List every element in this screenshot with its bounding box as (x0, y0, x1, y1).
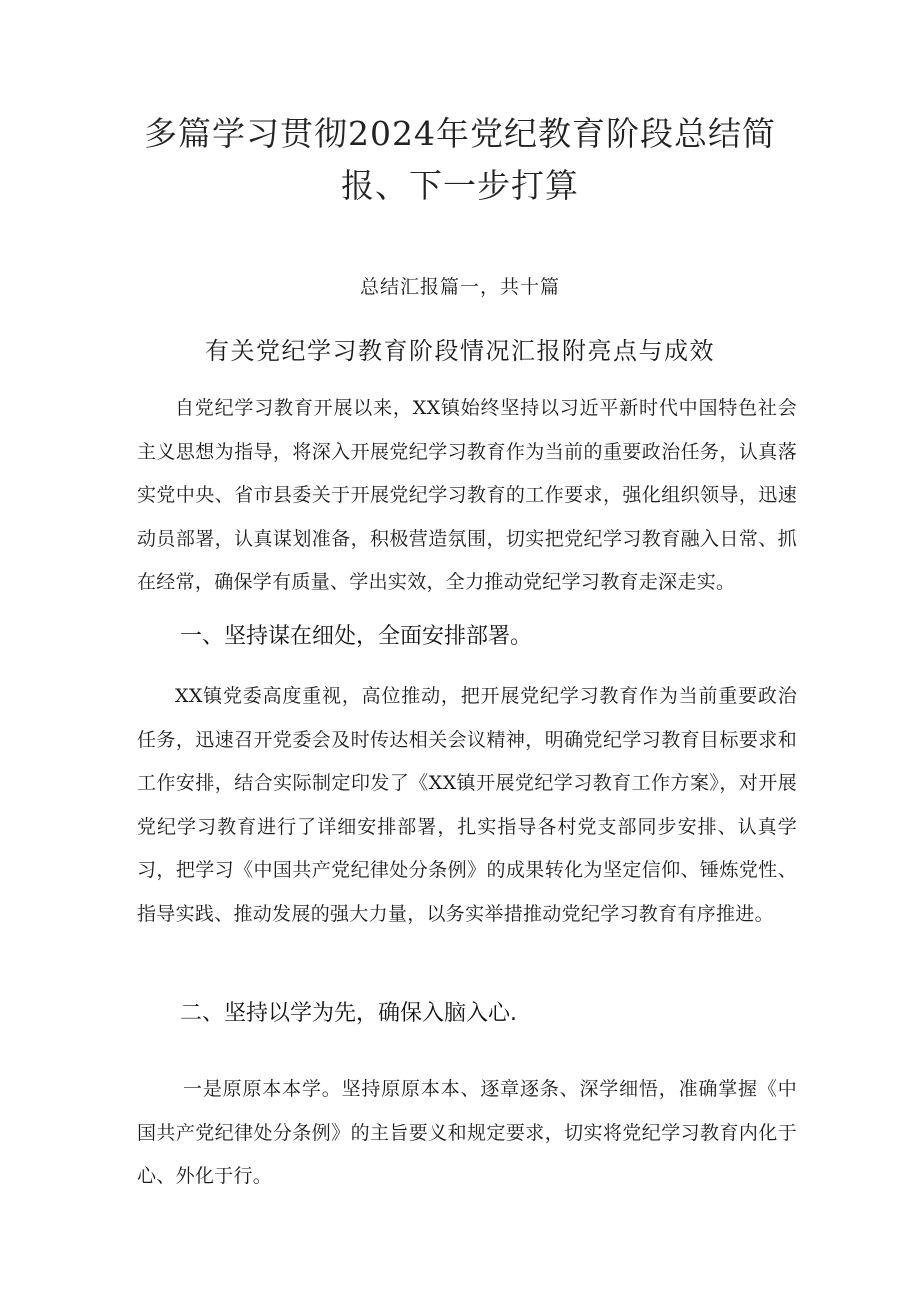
article-title: 有关党纪学习教育阶段情况汇报附亮点与成效 (205, 337, 715, 365)
intro-paragraph: 自党纪学习教育开展以来，XX镇始终坚持以习近平新时代中国特色社会主义思想为指导，将深入开展党纪学习教育作为当前的重要政治任务，认真落实党中央、省市县委关于开展党纪学习教育的工作要求，强化组织领导，迅速动员部署，认真谋划准备，积极营造氛围，切实把党纪学习教育融入日常、抓在经常，确保学有质量、学出实效，全力推动党纪学习教育走深走实。 (137, 397, 797, 594)
document-subtitle: 总结汇报篇一，共十篇 (359, 276, 560, 298)
section-heading-1: 一、坚持谋在细处，全面安排部署。 (180, 624, 533, 649)
document-title: 多篇学习贯彻2024年党纪教育阶段总结简报、下一步打算 (144, 114, 776, 205)
section1-paragraph: XX镇党委高度重视，高位推动，把开展党纪学习教育作为当前重要政治任务，迅速召开党委会及时传达相关会议精神，明确党纪学习教育目标要求和工作安排，结合实际制定印发了《XX镇开展党纪学习教育工作方案》，对开展党纪学习教育进行了详细安排部署，扎实指导各村党支部同步安排、认真学习，把学习《中国共产党纪律处分条例》的成果转化为坚定信仰、锤炼党性、指导实践、推动发展的强大力量，以务实举措推动党纪学习教育有序推进。 (137, 685, 797, 925)
section2-paragraph: 一是原原本本学。坚持原原本本、逐章逐条、深学细悟，准确掌握《中国共产党纪律处分条例》的主旨要义和规定要求，切实将党纪学习教育内化于心、外化于行。 (137, 1078, 797, 1188)
section-heading-2: 二、坚持以学为先，确保入脑入心. (180, 1001, 517, 1026)
